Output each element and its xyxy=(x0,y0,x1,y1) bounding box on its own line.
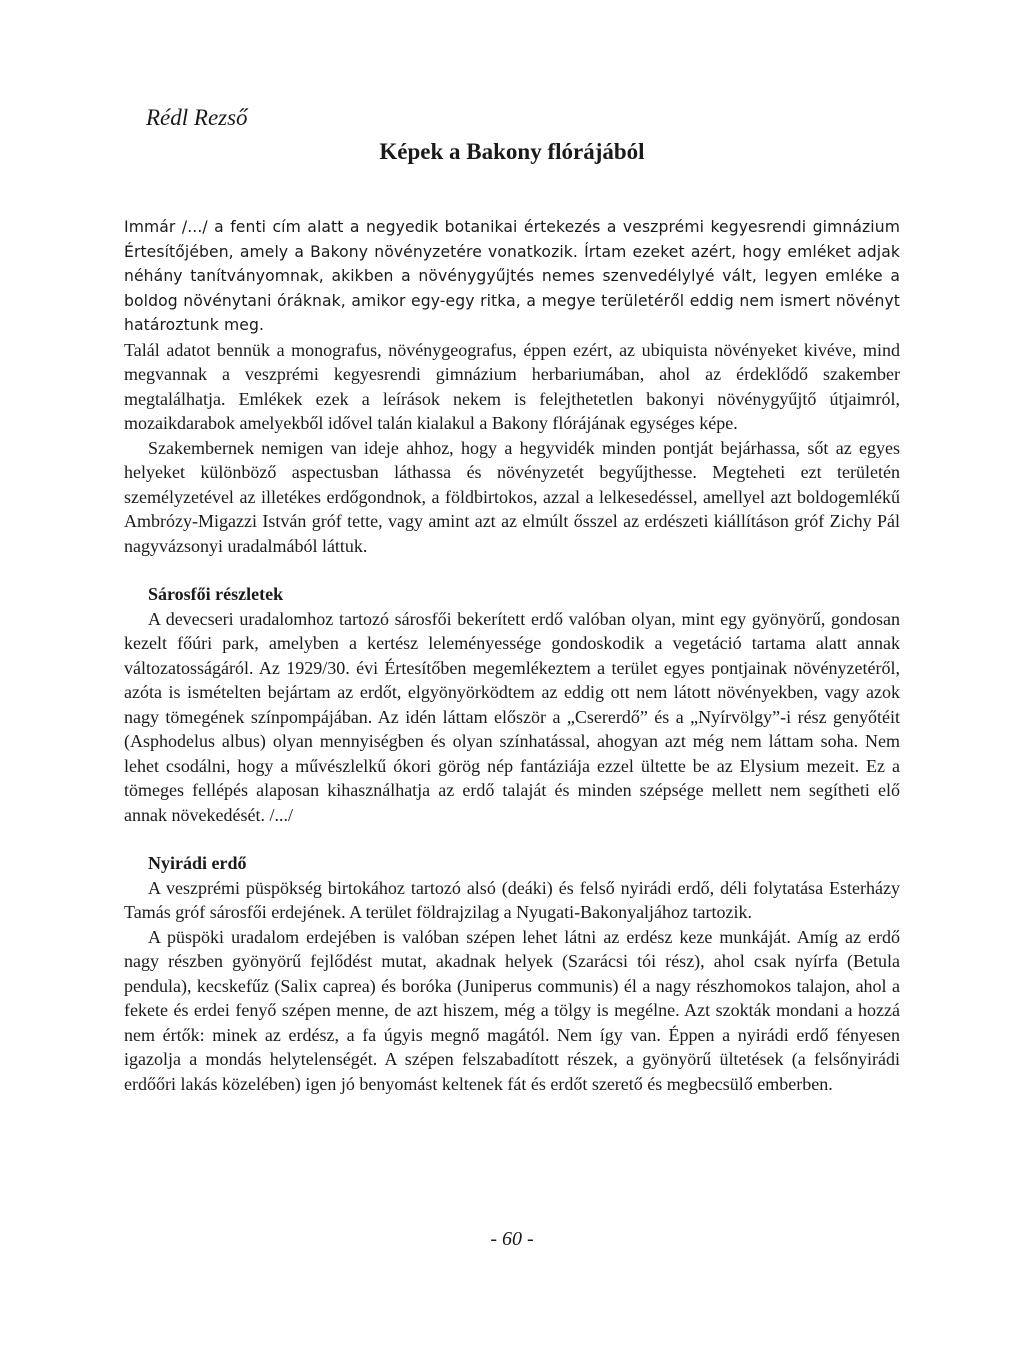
intro-paragraph-1: Immár /.../ a fenti cím alatt a negyedik botanikai értekezés a veszprémi kegyesrendi gimnázium Értesítőjében, amely a Bakony növényzetére vonatkozik. Írtam ezeket azért, hogy emléket adjak néhány tanítványomnak, akikben a növénygyűjtés nemes szenvedélylyé vált, legyen emléke a boldog növénytani óráknak, amikor egy-egy ritka, a megye területéről eddig nem ismert növényt határoztunk meg. xyxy=(124,218,900,334)
page-number: - 60 - xyxy=(490,1228,534,1250)
section-paragraph: A püspöki uradalom erdejében is valóban szépen lehet látni az erdész keze munkáját. Amíg az erdő nagy részben gyönyörű fejlődést mutat, akadnak helyek (Szarácsi tói rész), ahol csak nyírfa (Betula pendula), kecskefűz (Salix caprea) és boróka (Juniperus communis) él a nagy részhomokos talajon, ahol a fekete és erdei fenyő szépen menne, de azt hiszem, még a tölgy is megélne. Azt szokták mondani a hozzá nem értők: minek az erdész, a fa úgyis megnő magától. Nem így van. Éppen a nyirádi erdő fényesen igazolja a mondás helytelenségét. A szépen felszabadított részek, a gyönyörű ültetések (a felsőnyirádi erdőőri lakás közelében) igen jó benyomást keltenek fát és erdőt szerető és megbecsülő emberben. xyxy=(124,926,900,1094)
author-name: Rédl Rezső xyxy=(146,105,248,130)
article-title: Képek a Bakony flórájából xyxy=(379,139,645,164)
intro-paragraph-3: Szakembernek nemigen van ideje ahhoz, hogy a hegyvidék minden pontját bejárhassa, sőt az egyes helyeket különböző aspectusban láthassa és növényzetét begyűjthesse. Megteheti ezt területén személyzetével az illetékes erdőgondnok, a földbirtokos, azzal a lelkesedéssel, amellyel azt boldogemlékű Ambrózy-Migazzi István gróf tette, vagy amint azt az elmúlt ősszel az erdészeti kiállításon gróf Zichy Pál nagyvázsonyi uradalmából láttuk. xyxy=(124,437,900,556)
section-heading-sarosfo: Sárosfői részletek xyxy=(148,584,284,604)
section-heading-nyiradi: Nyirádi erdő xyxy=(148,853,247,873)
section-paragraph: A veszprémi püspökség birtokához tartozó alsó (deáki) és felső nyirádi erdő, déli folytatása Esterházy Tamás gróf sárosfői erdejének. A terület földrajzilag a Nyugati-Bakonyaljához tartozik. xyxy=(124,877,900,922)
intro-paragraph-2: Talál adatot bennük a monografus, növénygeografus, éppen ezért, az ubiquista növényeket kivéve, mind megvannak a veszprémi kegyesrendi gimnázium herbariumában, ahol az érdeklődő szakember megtalálhatja. Emlékek ezek a leírások nekem is felejthetetlen bakonyi növénygyűjtő útjaimról, mozaikdarabok amelyekből idővel talán kialakul a Bakony flórájának egységes képe. xyxy=(124,339,900,433)
section-gap xyxy=(124,827,900,851)
section-gap xyxy=(124,558,900,582)
article-body xyxy=(124,215,900,1096)
section-paragraph: A devecseri uradalomhoz tartozó sárosfői bekerített erdő valóban olyan, mint egy gyönyörű, gondosan kezelt főúri park, amelyben a kertész leleményessége gondoskodik a vegetáció tartama alatt annak változatosságáról. Az 1929/30. évi Értesítőben megemlékeztem a terület egyes pontjainak növényzetéről, azóta is ismételten bejártam az erdőt, elgyönyörködtem az eddig ott nem látott növényekben, vagy azok nagy tömegének színpompájában. Az idén láttam először a „Csererdő” és a „Nyírvölgy”-i rész genyőtéit (Asphodelus albus) olyan mennyiségben és olyan színhatással, ahogyan azt még nem láttam soha. Nem lehet csodálni, hogy a művészlelkű ókori görög nép fantáziája ezzel ültette be az Elysium mezeit. Ez a tömeges fellépés alaposan kihasználhatja az erdő talaját és minden szépsége mellett nem segítheti elő annak növekedését. /.../ xyxy=(124,608,900,825)
